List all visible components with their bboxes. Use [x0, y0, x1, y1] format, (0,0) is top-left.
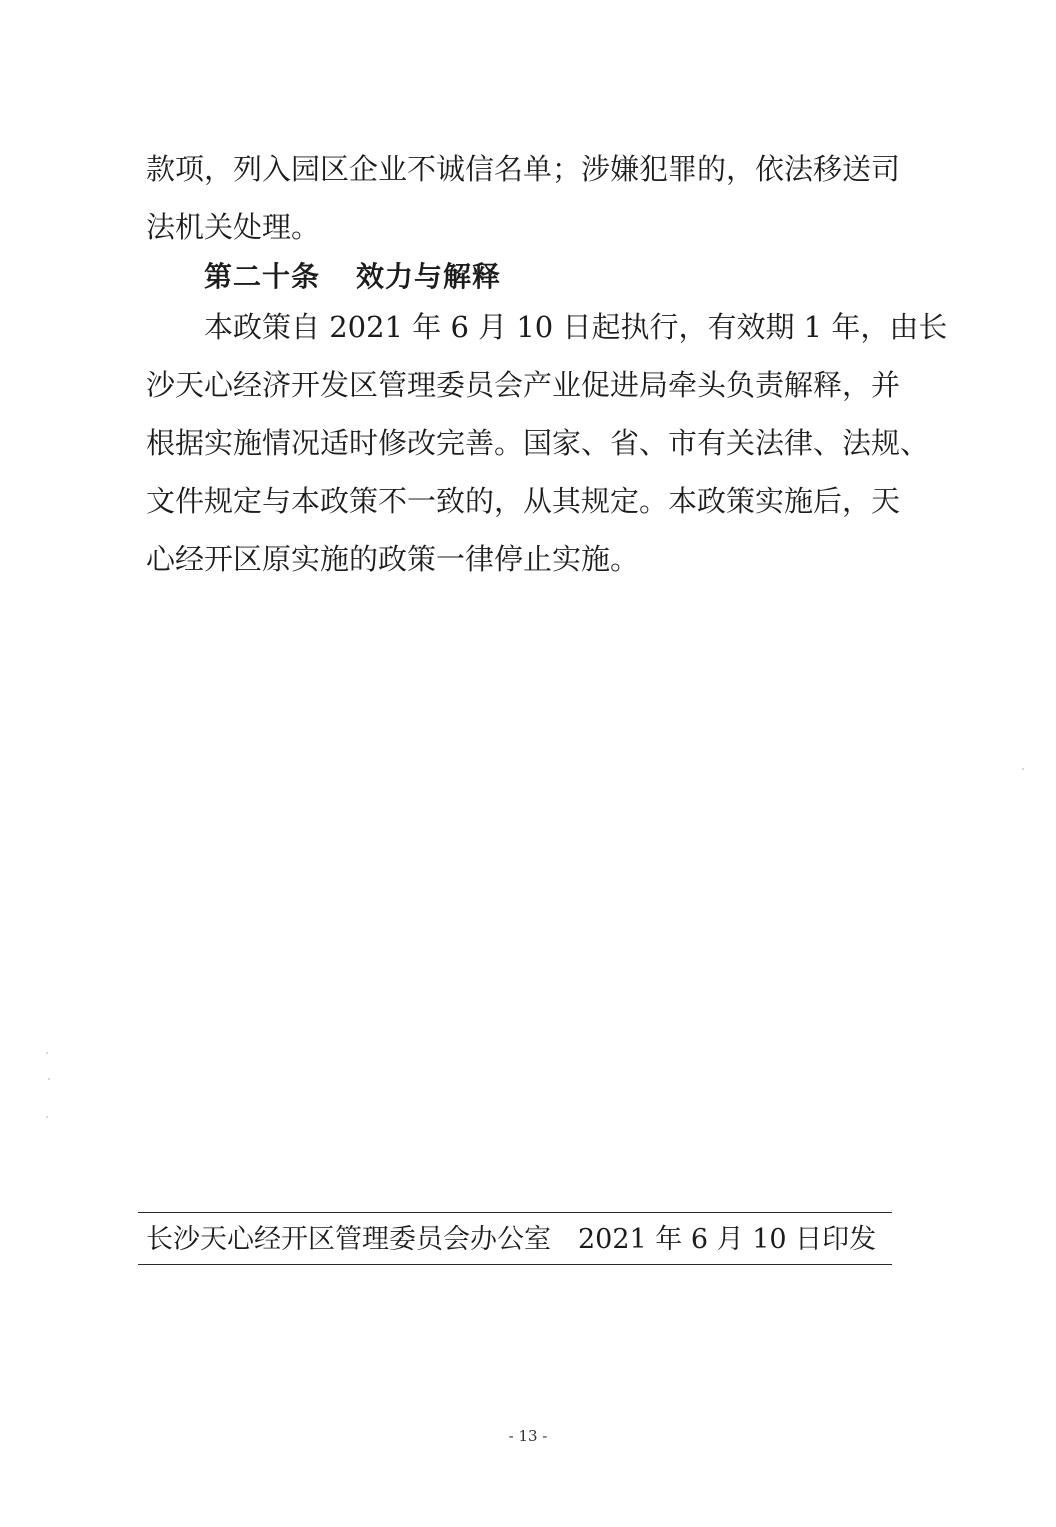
footer-top-rule — [138, 1212, 892, 1213]
paragraph-line: 文件规定与本政策不一致的，从其规定。本政策实施后，天 — [146, 484, 901, 518]
continued-paragraph — [146, 140, 901, 256]
paragraph-line: 法机关处理。 — [146, 210, 321, 244]
paragraph-line: 心经开区原实施的政策一律停止实施。 — [146, 542, 640, 576]
article-title: 效力与解释 — [356, 260, 502, 293]
page-number: - 13 - — [508, 1427, 548, 1445]
footer-bottom-rule — [138, 1264, 892, 1265]
article-paragraph — [146, 298, 948, 588]
scan-speck — [46, 1052, 48, 1054]
scan-speck — [48, 1078, 50, 1080]
footer-issuer: 长沙天心经开区管理委员会办公室 — [146, 1224, 551, 1255]
paragraph-line: 本政策自 2021 年 6 月 10 日起执行，有效期 1 年，由长 — [204, 310, 948, 344]
paragraph-line: 款项，列入园区企业不诚信名单；涉嫌犯罪的，依法移送司 — [146, 152, 901, 186]
footer-issue-date: 2021 年 6 月 10 日印发 — [578, 1224, 877, 1255]
scan-speck — [1022, 768, 1024, 770]
paragraph-line: 根据实施情况适时修改完善。国家、省、市有关法律、法规、 — [146, 426, 930, 460]
scan-speck — [46, 1116, 48, 1118]
paragraph-line: 沙天心经济开发区管理委员会产业促进局牵头负责解释，并 — [146, 368, 901, 402]
article-number: 第二十条 — [204, 260, 321, 293]
